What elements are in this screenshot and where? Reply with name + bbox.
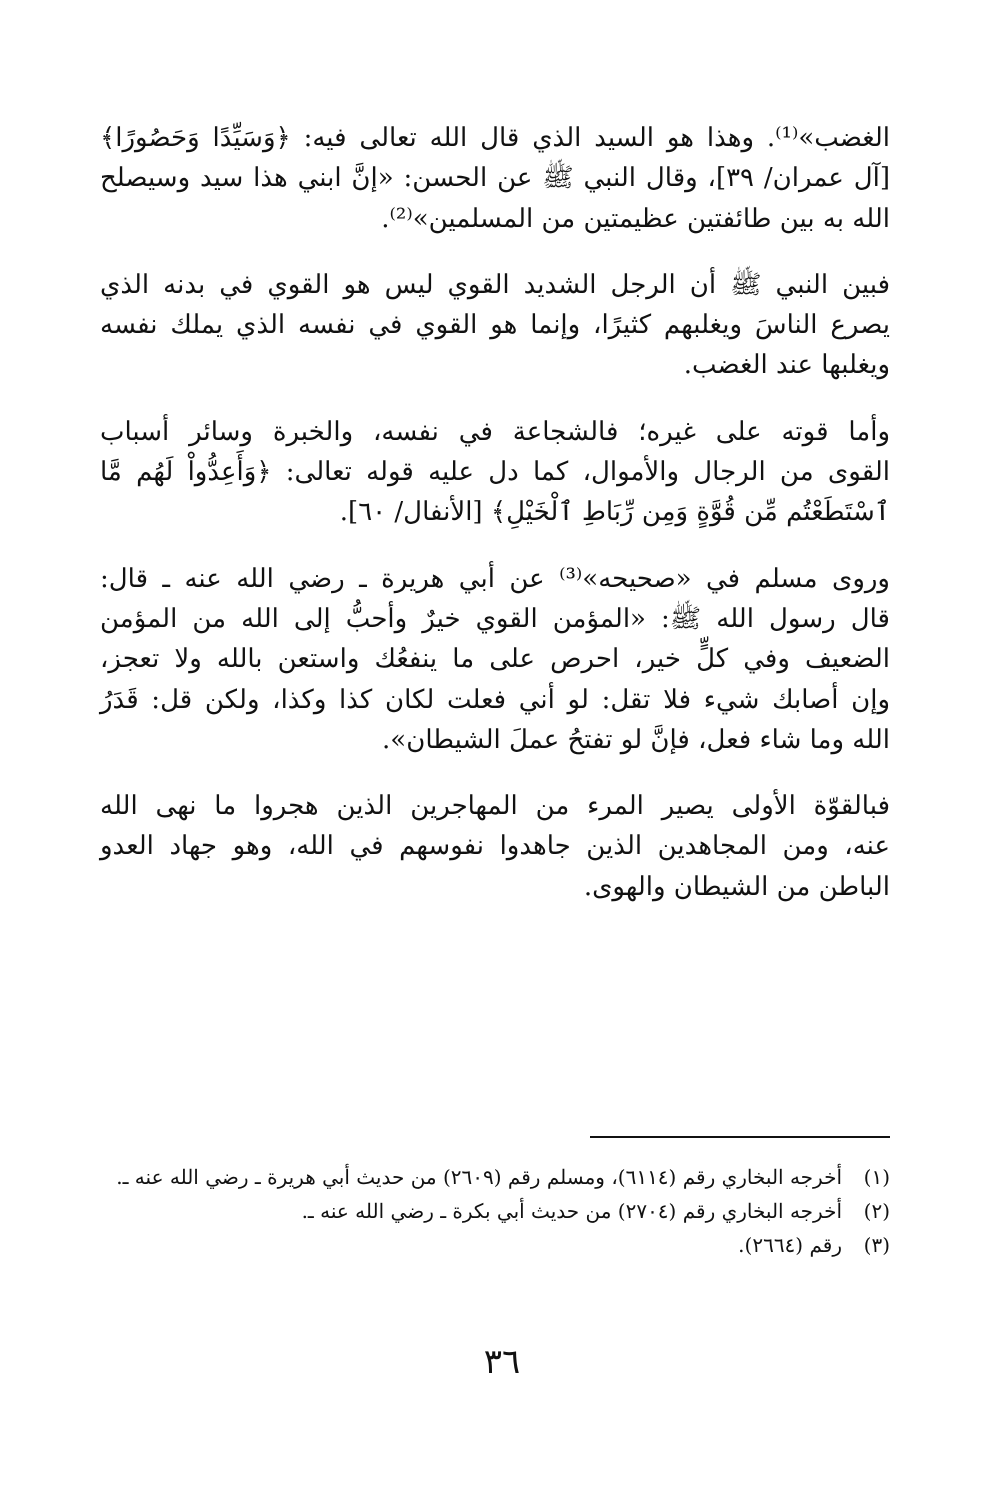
footnote-number: (١) bbox=[863, 1165, 890, 1189]
paragraph-1 bbox=[100, 118, 890, 239]
footnote-2 bbox=[100, 1194, 890, 1228]
footnote-separator bbox=[590, 1136, 890, 1138]
text-line: عنه، ومن المجاهدين الذين جاهدوا نفوسهم في الله، وهو جهاد العدو bbox=[100, 831, 890, 862]
footnote-number: (٣) bbox=[863, 1233, 890, 1257]
text-line: ويغلبها عند الغضب. bbox=[683, 350, 890, 381]
text-line: ٱسْتَطَعْتُم مِّن قُوَّةٍ وَمِن رِّبَاطِ ٱلْخَيْلِ﴾ [الأنفال/ ٦٠]. bbox=[339, 497, 890, 528]
paragraph-3 bbox=[100, 412, 890, 533]
text-line: فبين النبي ﷺ أن الرجل الشديد القوي ليس هو القوي في بدنه الذي bbox=[100, 269, 890, 300]
page-number: ٣٦ bbox=[483, 1342, 521, 1382]
text-line: القوى من الرجال والأموال، كما دل عليه قوله تعالى: ﴿وَأَعِدُّواْ لَهُم مَّا bbox=[100, 457, 890, 488]
text-line: الله به بين طائفتين عظيمتين من المسلمين»⁽²⁾. bbox=[381, 203, 890, 234]
footnote-text: أخرجه البخاري رقم (٢٧٠٤) من حديث أبي بكرة ـ رضي الله عنه ـ. bbox=[301, 1199, 842, 1223]
paragraph-4 bbox=[100, 559, 890, 760]
footnotes bbox=[100, 1160, 890, 1262]
main-text bbox=[100, 118, 890, 933]
footnote-text: أخرجه البخاري رقم (٦١١٤)، ومسلم رقم (٢٦٠٩) من حديث أبي هريرة ـ رضي الله عنه ـ. bbox=[116, 1165, 842, 1189]
text-line: الله وما شاء فعل، فإنَّ لو تفتحُ عملَ الشيطان». bbox=[382, 724, 890, 755]
footnote-text: رقم (٢٦٦٤). bbox=[738, 1233, 842, 1257]
text-line: يصرع الناسَ ويغلبهم كثيرًا، وإنما هو القوي في نفسه الذي يملك نفسه bbox=[100, 310, 890, 341]
text-line: فبالقوّة الأولى يصير المرء من المهاجرين الذين هجروا ما نهى الله bbox=[100, 791, 890, 822]
text-line: الضعيف وفي كلٍّ خير، احرص على ما ينفعُك واستعن بالله ولا تعجز، bbox=[100, 644, 890, 675]
text-line: [آل عمران/ ٣٩]، وقال النبي ﷺ عن الحسن: «إنَّ ابني هذا سيد وسيصلح bbox=[100, 163, 890, 194]
paragraph-5 bbox=[100, 786, 890, 907]
text-line: وأما قوته على غيره؛ فالشجاعة في نفسه، والخبرة وسائر أسباب bbox=[100, 416, 890, 447]
text-line: وروى مسلم في «صحيحه»⁽³⁾ عن أبي هريرة ـ رضي الله عنه ـ قال: bbox=[100, 563, 890, 594]
text-line: الغضب»⁽¹⁾. وهذا هو السيد الذي قال الله تعالى فيه: ﴿وَسَيِّدًا وَحَصُورًا﴾ bbox=[100, 123, 890, 153]
paragraph-2 bbox=[100, 265, 890, 386]
footnote-1 bbox=[100, 1160, 890, 1194]
footnote-3 bbox=[100, 1228, 890, 1262]
text-line: الباطن من الشيطان والهوى. bbox=[583, 871, 890, 902]
text-line: وإن أصابك شيء فلا تقل: لو أني فعلت لكان كذا وكذا، ولكن قل: قَدَرُ bbox=[100, 684, 890, 715]
text-line: قال رسول الله ﷺ: «المؤمن القوي خيرٌ وأحبُّ إلى الله من المؤمن bbox=[100, 603, 890, 634]
footnote-number: (٢) bbox=[863, 1199, 890, 1223]
